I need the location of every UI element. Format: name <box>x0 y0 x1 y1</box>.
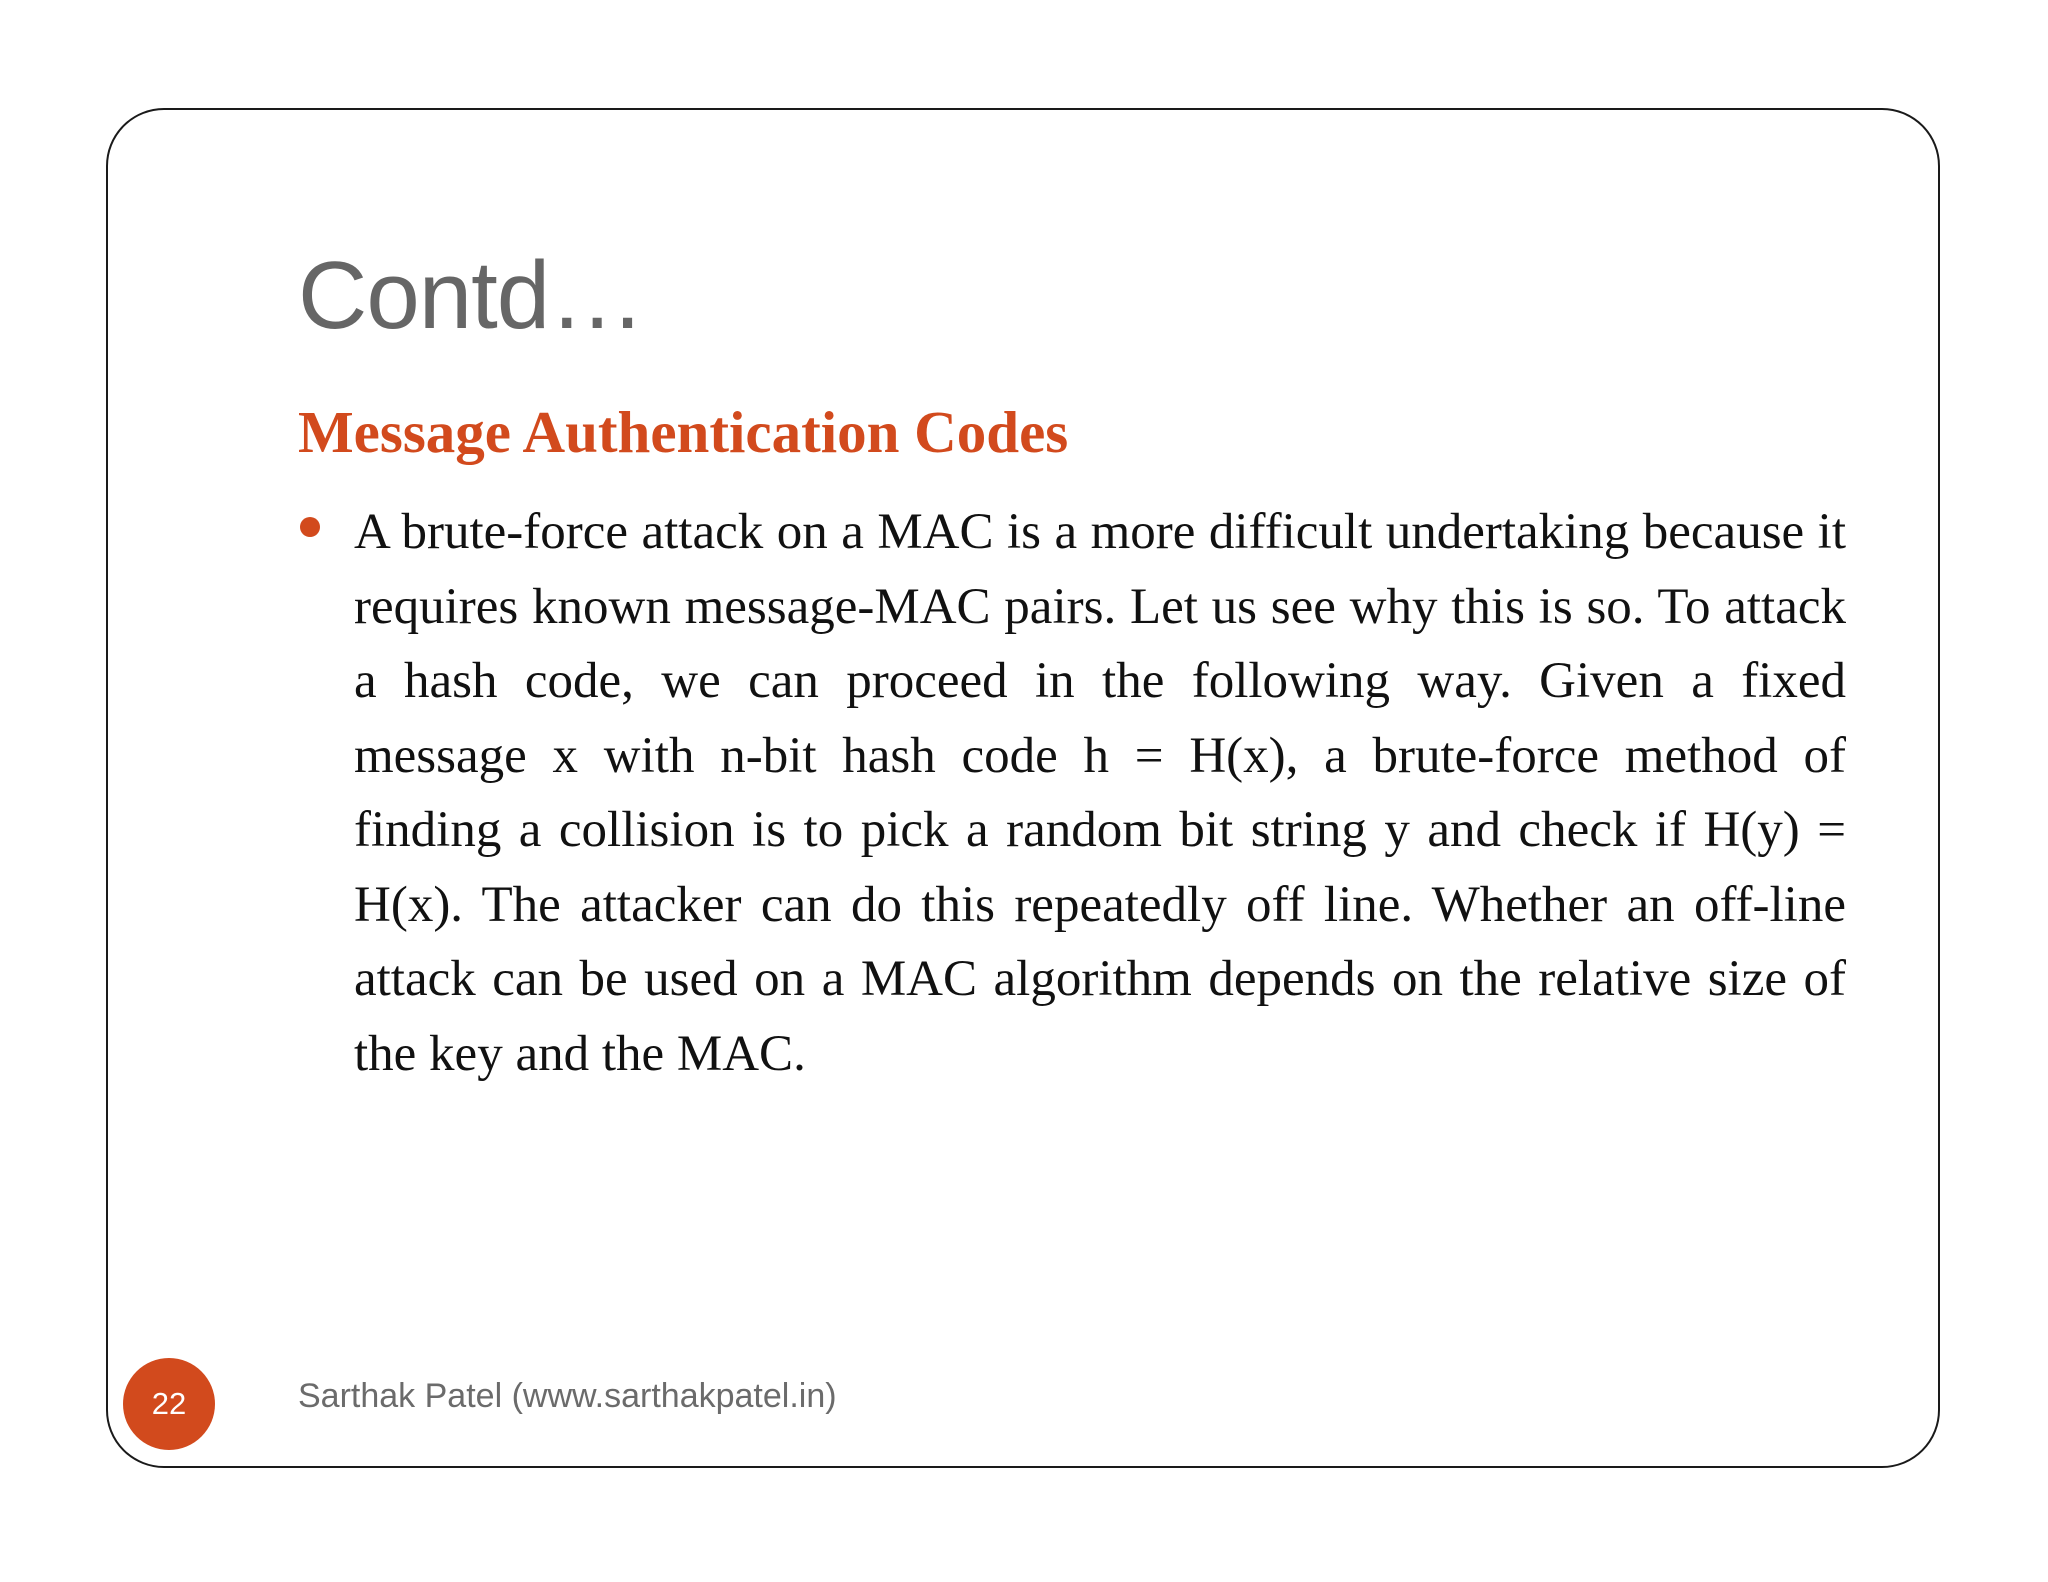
footer-author: Sarthak Patel (www.sarthakpatel.in) <box>298 1377 837 1415</box>
slide-title: Contd… <box>298 242 645 349</box>
bullet-list <box>298 495 1846 1091</box>
bullet-text: A brute-force attack on a MAC is a more difficult undertaking because it requires known message-MAC pairs. Let us see why this is so. To attack a hash code, we can proceed in the following way. Given a fixed message x with n-bit hash code h = H(x), a brute-force method of finding a collision is to pick a random bit string y and check if H(y) = H(x). The attacker can do this repeatedly off line. Whether an off-line attack can be used on a MAC algorithm depends on the relative size of the key and the MAC. <box>354 504 1846 1082</box>
bullet-item <box>298 495 1846 1091</box>
bullet-dot-icon <box>300 517 320 537</box>
slide-subtitle: Message Authentication Codes <box>298 399 1069 465</box>
page-number-badge: 22 <box>123 1358 215 1450</box>
